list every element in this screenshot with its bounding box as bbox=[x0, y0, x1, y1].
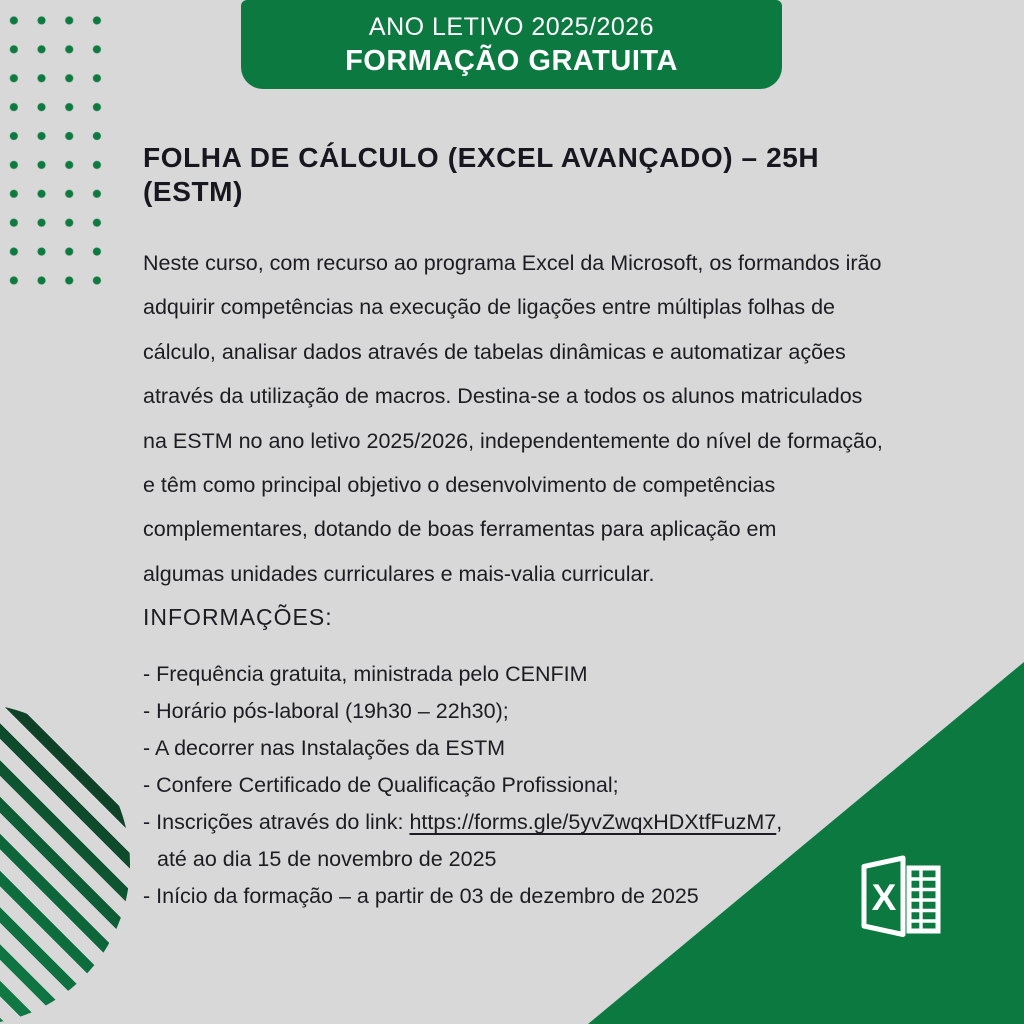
list-item: - A decorrer nas Instalações da ESTM bbox=[143, 736, 506, 761]
description-line: através da utilização de macros. Destina-se a todos os alunos matriculados bbox=[143, 384, 863, 409]
list-item: - Frequência gratuita, ministrada pelo CENFIM bbox=[143, 662, 588, 687]
list-item-registration bbox=[143, 804, 913, 841]
description-line: algumas unidades curriculares e mais-valia curricular. bbox=[143, 561, 655, 586]
description-line: adquirir competências na execução de ligações entre múltiplas folhas de bbox=[143, 295, 835, 320]
banner-subtitle: ANO LETIVO 2025/2026 bbox=[368, 12, 655, 41]
header-banner bbox=[241, 0, 782, 89]
info-heading: INFORMAÇÕES: bbox=[143, 604, 333, 631]
description-line: e têm como principal objetivo o desenvolvimento de competências bbox=[143, 473, 776, 498]
registration-suffix: , bbox=[776, 810, 783, 835]
excel-icon bbox=[845, 853, 945, 948]
dot-grid-decoration-icon bbox=[0, 6, 112, 296]
main-content bbox=[143, 141, 913, 915]
course-description bbox=[143, 241, 913, 596]
excel-x-letter: X bbox=[871, 877, 897, 918]
list-item: - Horário pós-laboral (19h30 – 22h30); bbox=[143, 699, 509, 724]
description-line: Neste curso, com recurso ao programa Excel da Microsoft, os formandos irão bbox=[143, 251, 882, 275]
list-item: - Início da formação – a partir de 03 de dezembro de 2025 bbox=[143, 884, 699, 909]
registration-link[interactable]: https://forms.gle/5yvZwqxHDXtfFuzM7 bbox=[409, 810, 777, 835]
description-line: cálculo, analisar dados através de tabelas dinâmicas e automatizar ações bbox=[143, 339, 846, 364]
course-title: FOLHA DE CÁLCULO (EXCEL AVANÇADO) – 25H (ESTM) bbox=[143, 142, 820, 207]
banner-title: FORMAÇÃO GRATUITA bbox=[345, 44, 678, 77]
striped-circle-icon bbox=[0, 703, 130, 1024]
list-item: - Confere Certificado de Qualificação Profissional; bbox=[143, 773, 619, 798]
description-line: complementares, dotando de boas ferramentas para aplicação em bbox=[143, 517, 777, 542]
list-item-deadline: até ao dia 15 de novembro de 2025 bbox=[157, 847, 497, 872]
description-line: na ESTM no ano letivo 2025/2026, independentemente do nível de formação, bbox=[143, 428, 883, 453]
registration-prefix: - Inscrições através do link: bbox=[143, 810, 410, 835]
